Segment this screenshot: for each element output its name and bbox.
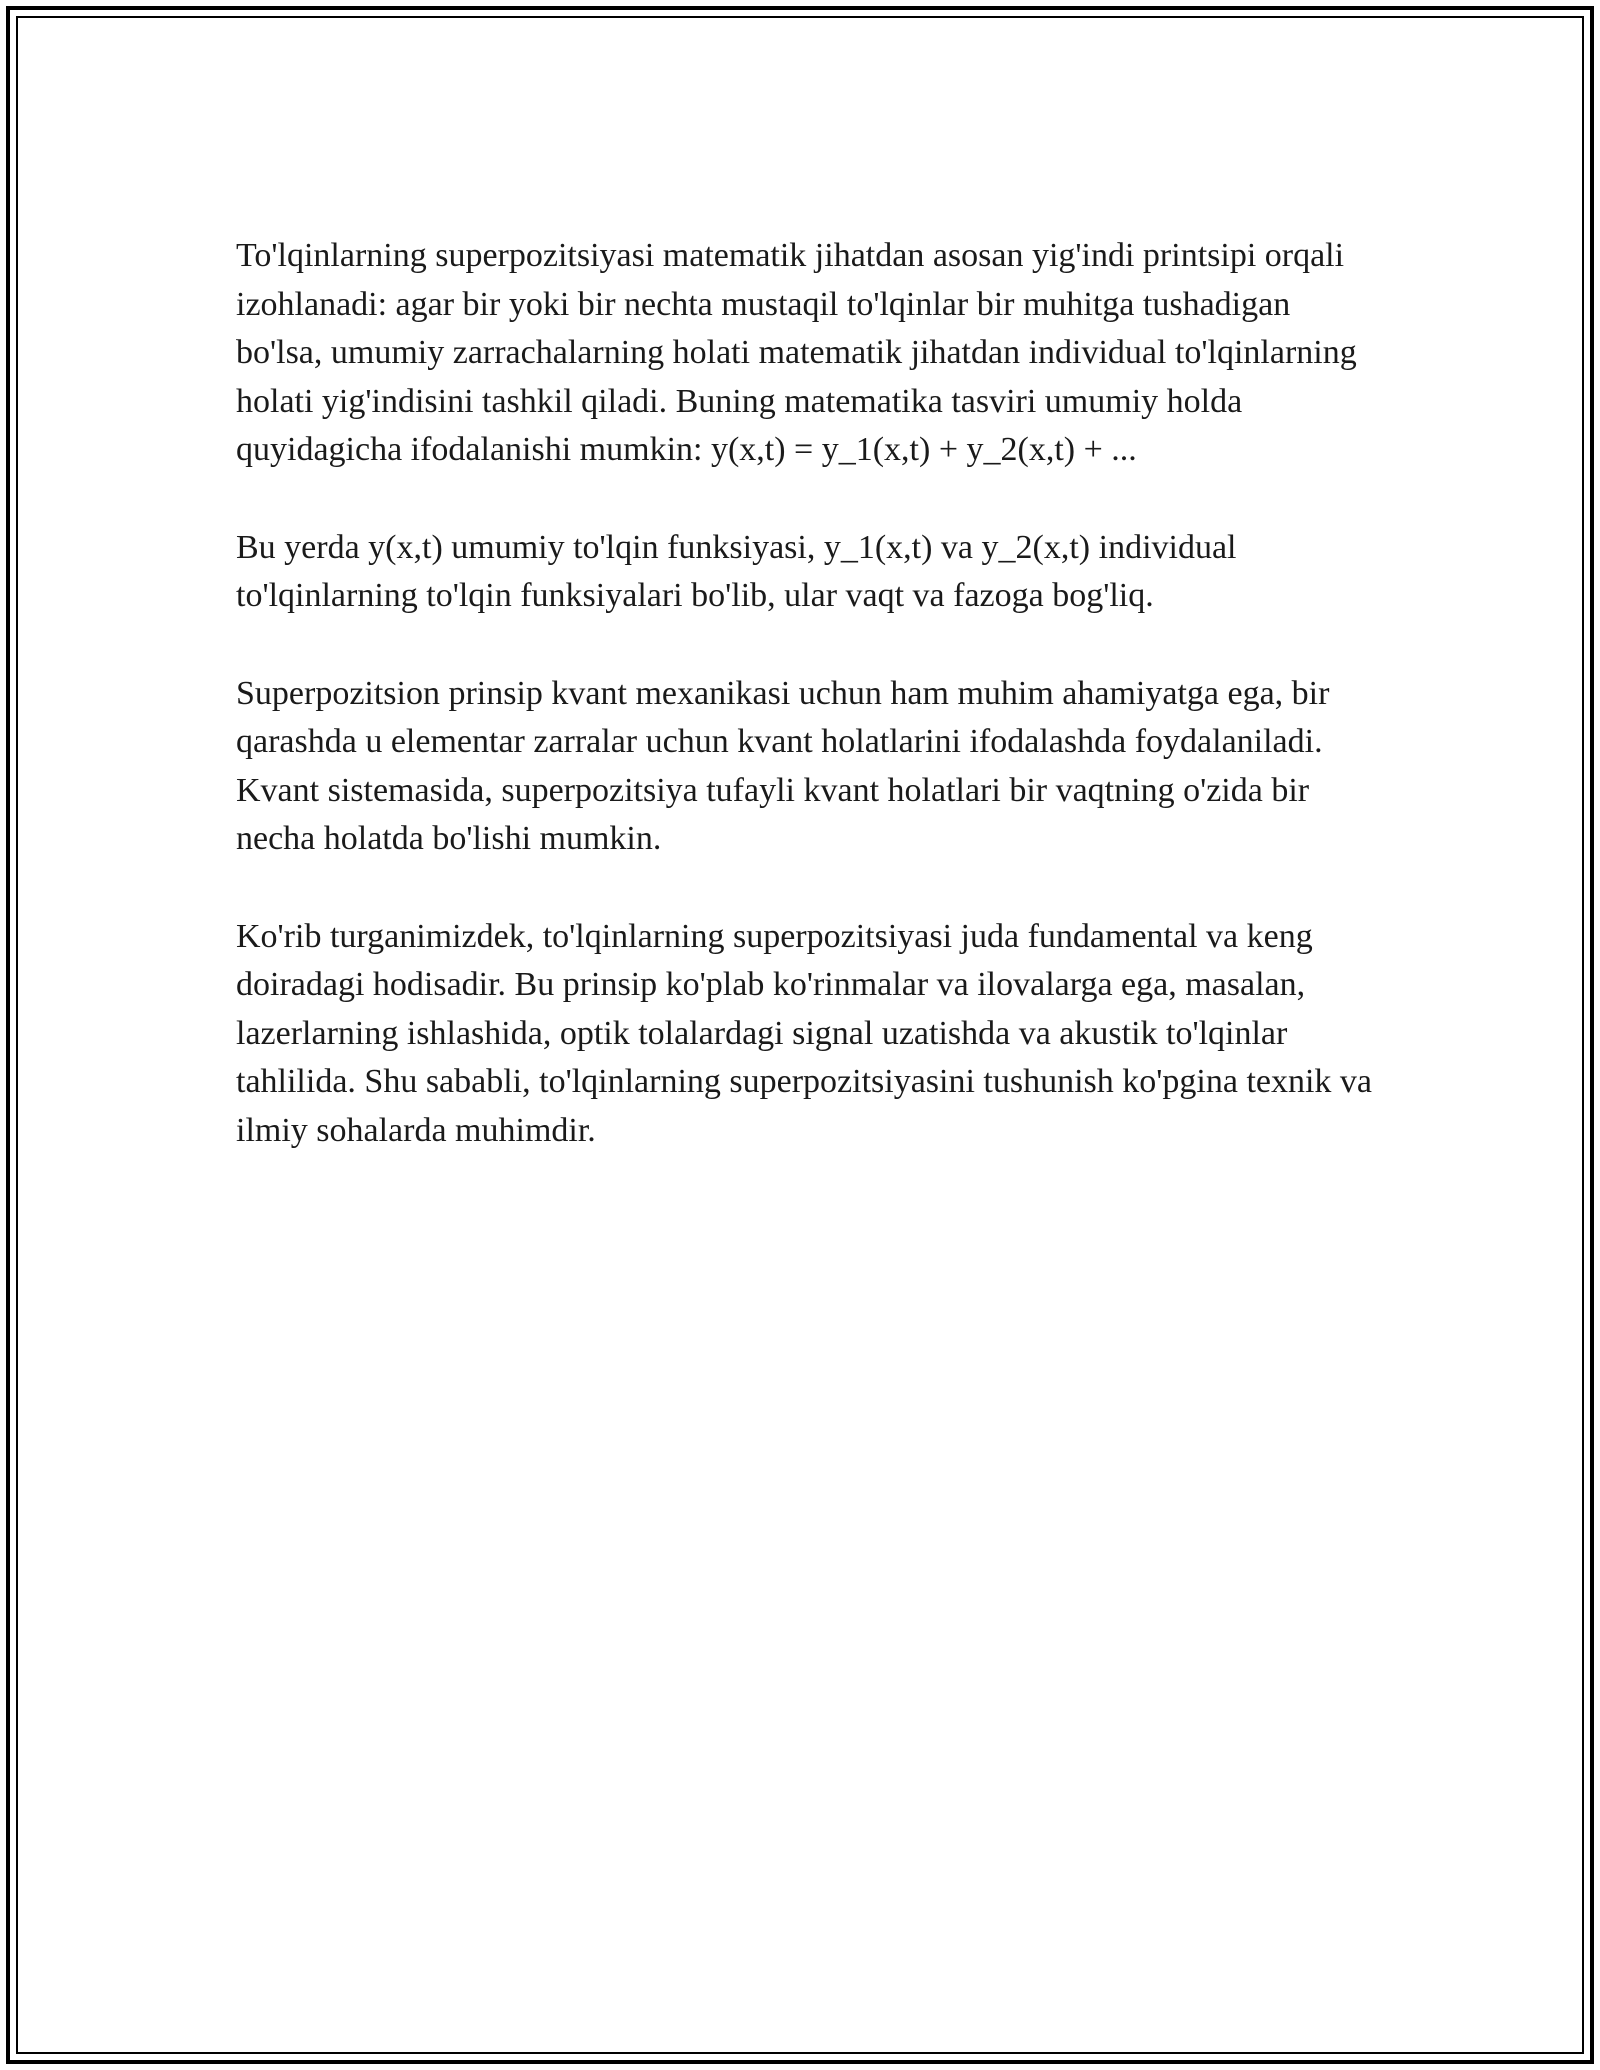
paragraph-3: Superpozitsion prinsip kvant mexanikasi uchun ham muhim ahamiyatga ega, bir qarashda u elementar zarralar uchun kvant holatlarini ifodalashda foydalaniladi. Kvant sistemasida, superpozitsiya tufayli kvant holatlari bir vaqtning o'zida bir necha holatda bo'lishi mumkin. [236, 674, 1330, 857]
document-body [236, 232, 1376, 1204]
paragraph-1: To'lqinlarning superpozitsiyasi matematik jihatdan asosan yig'indi printsipi orqali izohlanadi: agar bir yoki bir nechta mustaqil to'lqinlar bir muhitga tushadigan bo'lsa, umumiy zarrachalarning holati matematik jihatdan individual to'lqinlarning holati yig'indisini tashkil qiladi. Buning matematika tasviri umumiy holda quyidagicha ifodalanishi mumkin: y(x,t) = y_1(x,t) + y_2(x,t) + ... [236, 237, 1357, 468]
paragraph-4: Ko'rib turganimizdek, to'lqinlarning superpozitsiyasi juda fundamental va keng doiradagi hodisadir. Bu prinsip ko'plab ko'rinmalar va ilovalarga ega, masalan, lazerlarning ishlashida, optik tolalardagi signal uzatishda va akustik to'lqinlar tahlilida. Shu sababli, to'lqinlarning superpozitsiyasini tushunish ko'pgina texnik va ilmiy sohalarda muhimdir. [236, 917, 1373, 1149]
paragraph-2: Bu yerda y(x,t) umumiy to'lqin funksiyasi, y_1(x,t) va y_2(x,t) individual to'lqinlarning to'lqin funksiyalari bo'lib, ular vaqt va fazoga bog'liq. [236, 528, 1237, 614]
